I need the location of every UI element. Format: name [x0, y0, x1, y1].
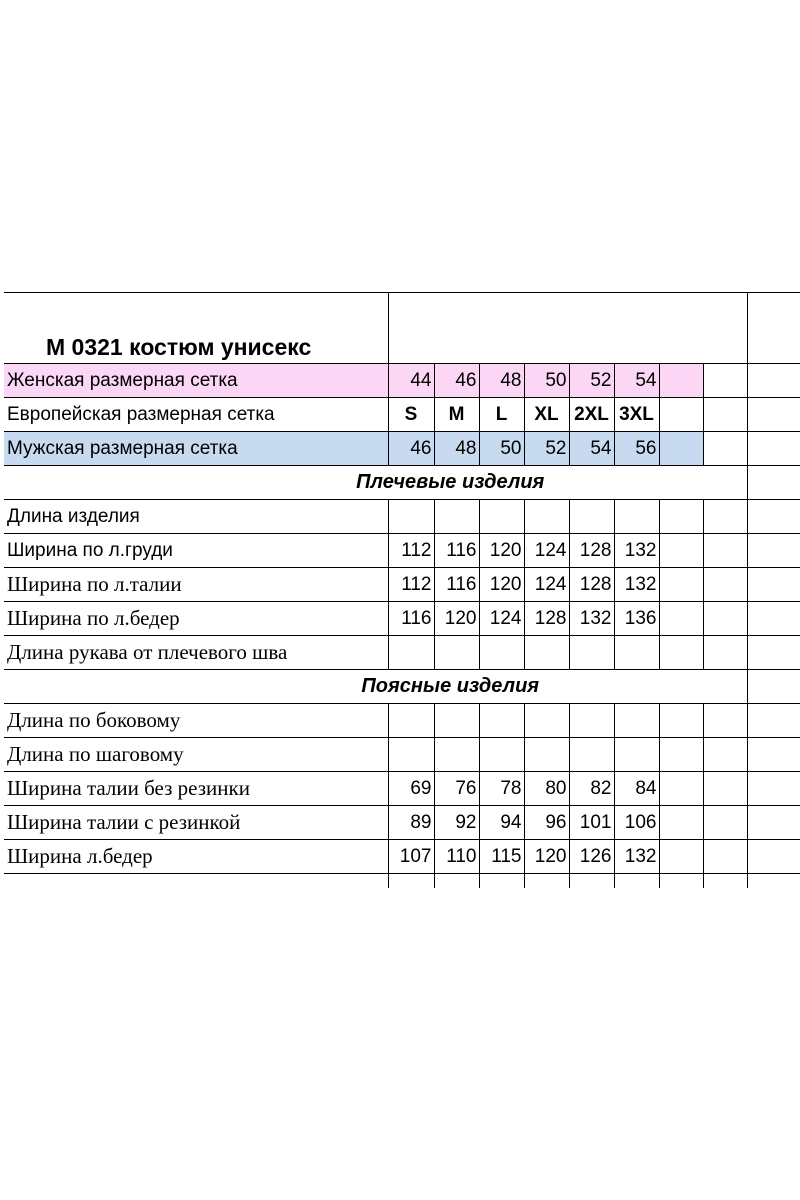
measurement-value: 101: [569, 806, 614, 840]
measurement-value: 92: [434, 806, 479, 840]
measurement-value: 76: [434, 772, 479, 806]
size-cell: M: [434, 398, 479, 432]
empty-cell: [747, 738, 800, 772]
measurement-value: [569, 738, 614, 772]
empty-cell: [388, 874, 434, 889]
empty-cell: [659, 738, 703, 772]
empty-cell: [703, 602, 747, 636]
empty-cell: [479, 874, 524, 889]
empty-cell: [747, 500, 800, 534]
empty-cell: [747, 772, 800, 806]
measurement-value: [614, 636, 659, 670]
size-cell: 52: [569, 364, 614, 398]
measurement-value: [569, 636, 614, 670]
empty-cell: [659, 568, 703, 602]
measurement-value: 132: [614, 568, 659, 602]
empty-cell: [659, 840, 703, 874]
measurement-row: [4, 500, 800, 534]
measurement-value: [388, 704, 434, 738]
size-cell: XL: [524, 398, 569, 432]
size-cell: 48: [479, 364, 524, 398]
measurement-value: 120: [479, 568, 524, 602]
measurement-value: [434, 704, 479, 738]
empty-cell: [659, 636, 703, 670]
measurement-value: 120: [479, 534, 524, 568]
measurement-value: [388, 636, 434, 670]
measurement-label: Ширина л.бедер: [4, 840, 388, 874]
measurement-row: [4, 534, 800, 568]
measurement-row: [4, 568, 800, 602]
measurement-value: 126: [569, 840, 614, 874]
empty-cell: [659, 602, 703, 636]
size-cell: S: [388, 398, 434, 432]
measurement-row: [4, 704, 800, 738]
measurement-value: [434, 738, 479, 772]
empty-cell: [703, 772, 747, 806]
measurement-value: 132: [614, 534, 659, 568]
document-title: М 0321 костюм унисекс: [4, 293, 388, 364]
title-row: [4, 293, 800, 364]
empty-cell: [703, 806, 747, 840]
empty-cell: [614, 874, 659, 889]
section-header-row: [4, 466, 800, 500]
empty-cell: [703, 500, 747, 534]
size-cell: 52: [524, 432, 569, 466]
measurement-value: 136: [614, 602, 659, 636]
measurement-row: [4, 738, 800, 772]
empty-cell: [703, 738, 747, 772]
empty-cell: [569, 874, 614, 889]
size-row: [4, 364, 800, 398]
measurement-value: 112: [388, 534, 434, 568]
empty-cell: [747, 636, 800, 670]
empty-cell: [659, 704, 703, 738]
measurement-value: [569, 500, 614, 534]
size-row-label: Женская размерная сетка: [4, 364, 388, 398]
empty-cell: [747, 704, 800, 738]
measurement-value: 89: [388, 806, 434, 840]
measurement-label: Длина изделия: [4, 500, 388, 534]
measurement-row: [4, 772, 800, 806]
measurement-value: 110: [434, 840, 479, 874]
empty-cell: [747, 466, 800, 500]
measurement-value: 84: [614, 772, 659, 806]
size-cell: 44: [388, 364, 434, 398]
measurement-value: [388, 500, 434, 534]
size-cell: 54: [569, 432, 614, 466]
measurement-value: 120: [524, 840, 569, 874]
size-row: [4, 398, 800, 432]
empty-cell: [703, 398, 747, 432]
measurement-value: [388, 738, 434, 772]
empty-cell: [659, 772, 703, 806]
empty-cell: [703, 568, 747, 602]
size-cell: 46: [434, 364, 479, 398]
empty-cell: [747, 840, 800, 874]
measurement-value: 82: [569, 772, 614, 806]
measurement-value: [434, 500, 479, 534]
measurement-value: [569, 704, 614, 738]
size-cell: 50: [524, 364, 569, 398]
measurement-value: 116: [388, 602, 434, 636]
empty-cell: [434, 874, 479, 889]
measurement-label: Длина по шаговому: [4, 738, 388, 772]
empty-cell: [524, 874, 569, 889]
measurement-value: 112: [388, 568, 434, 602]
measurement-value: 120: [434, 602, 479, 636]
empty-cell: [703, 364, 747, 398]
empty-cell: [703, 704, 747, 738]
size-cell: L: [479, 398, 524, 432]
measurement-value: 96: [524, 806, 569, 840]
section-header-row: [4, 670, 800, 704]
measurement-value: 128: [569, 534, 614, 568]
measurement-label: Ширина по л.талии: [4, 568, 388, 602]
measurement-value: [434, 636, 479, 670]
measurement-value: 107: [388, 840, 434, 874]
measurement-value: 94: [479, 806, 524, 840]
size-cell: 2XL: [569, 398, 614, 432]
measurement-value: 78: [479, 772, 524, 806]
empty-cell: [747, 398, 800, 432]
empty-cell: [659, 364, 703, 398]
measurement-row: [4, 840, 800, 874]
measurement-value: [524, 500, 569, 534]
cutoff-row: [4, 874, 800, 889]
measurement-label: Длина по боковому: [4, 704, 388, 738]
measurement-label: Ширина по л.груди: [4, 534, 388, 568]
size-row-label: Европейская размерная сетка: [4, 398, 388, 432]
empty-cell: [659, 432, 703, 466]
measurement-value: 132: [614, 840, 659, 874]
measurement-value: 116: [434, 568, 479, 602]
measurement-value: 124: [524, 534, 569, 568]
title-extra-cell: [747, 293, 800, 364]
size-chart-table: [4, 292, 800, 888]
measurement-value: 124: [479, 602, 524, 636]
empty-cell: [747, 806, 800, 840]
empty-cell: [747, 432, 800, 466]
empty-cell: [659, 398, 703, 432]
measurement-value: [524, 704, 569, 738]
title-spacer-cell: [388, 293, 747, 364]
section-title: Поясные изделия: [4, 670, 747, 704]
empty-cell: [747, 364, 800, 398]
empty-cell: [659, 806, 703, 840]
measurement-value: 128: [569, 568, 614, 602]
measurement-value: [479, 636, 524, 670]
measurement-label: Длина рукава от плечевого шва: [4, 636, 388, 670]
measurement-value: [479, 738, 524, 772]
empty-cell: [747, 534, 800, 568]
size-cell: 54: [614, 364, 659, 398]
measurement-value: 128: [524, 602, 569, 636]
measurement-value: 116: [434, 534, 479, 568]
measurement-value: 115: [479, 840, 524, 874]
size-row: [4, 432, 800, 466]
empty-cell: [659, 500, 703, 534]
empty-cell: [747, 874, 800, 889]
measurement-value: 80: [524, 772, 569, 806]
measurement-label: Ширина талии с резинкой: [4, 806, 388, 840]
size-cell: 46: [388, 432, 434, 466]
empty-cell: [659, 874, 703, 889]
measurement-label: Ширина талии без резинки: [4, 772, 388, 806]
measurement-value: 69: [388, 772, 434, 806]
empty-cell: [703, 534, 747, 568]
size-row-label: Мужская размерная сетка: [4, 432, 388, 466]
size-cell: 56: [614, 432, 659, 466]
empty-cell: [703, 636, 747, 670]
measurement-value: [479, 500, 524, 534]
size-cell: 48: [434, 432, 479, 466]
size-cell: 3XL: [614, 398, 659, 432]
measurement-value: 106: [614, 806, 659, 840]
measurement-value: [479, 704, 524, 738]
measurement-row: [4, 806, 800, 840]
measurement-row: [4, 636, 800, 670]
size-chart-sheet: [4, 292, 800, 888]
measurement-label: Ширина по л.бедер: [4, 602, 388, 636]
measurement-row: [4, 602, 800, 636]
measurement-value: [524, 738, 569, 772]
empty-cell: [747, 602, 800, 636]
empty-cell: [703, 874, 747, 889]
section-title: Плечевые изделия: [4, 466, 747, 500]
measurement-value: 132: [569, 602, 614, 636]
measurement-value: [614, 738, 659, 772]
empty-cell: [4, 874, 388, 889]
empty-cell: [747, 568, 800, 602]
measurement-value: [614, 704, 659, 738]
measurement-value: 124: [524, 568, 569, 602]
measurement-value: [524, 636, 569, 670]
empty-cell: [659, 534, 703, 568]
empty-cell: [703, 840, 747, 874]
empty-cell: [703, 432, 747, 466]
table-body: [4, 293, 800, 889]
size-cell: 50: [479, 432, 524, 466]
empty-cell: [747, 670, 800, 704]
measurement-value: [614, 500, 659, 534]
